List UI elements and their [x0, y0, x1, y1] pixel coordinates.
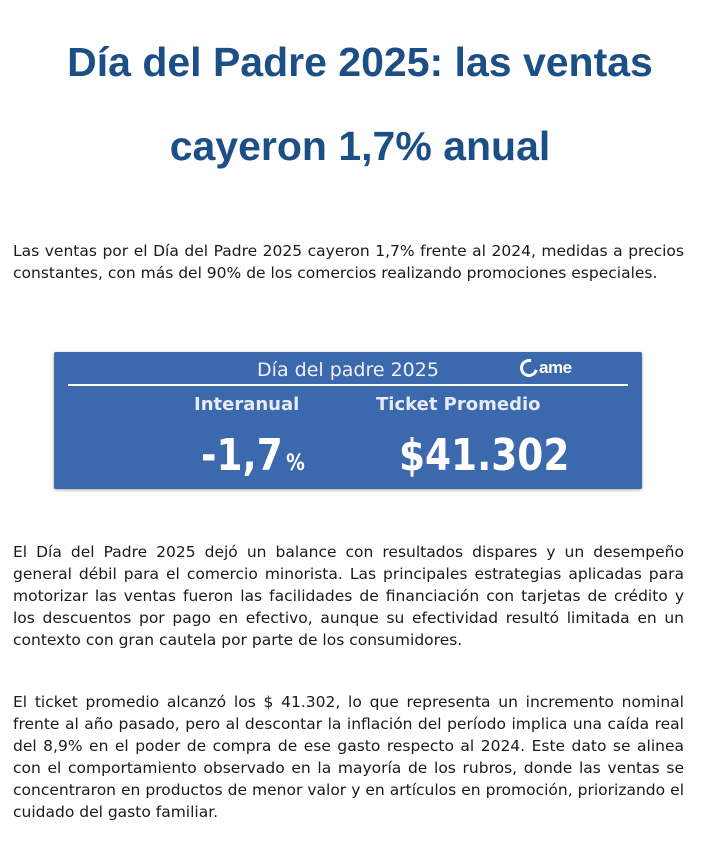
banner-title: Día del padre 2025: [257, 359, 439, 381]
ticket-paragraph: El ticket promedio alcanzó los $ 41.302, lo que representa un incremento nominal frente al año pasado, pero al descontar la inflación del período implica una caída real del 8,9% en el poder de compra de ese gasto respecto al 2024. Este dato se alinea con el comportamiento observado en la mayoría de los rubros, donde las ventas se concentraron en productos de menor valor y en artículos en promoción, priorizando el cuidado del gasto familiar.: [13, 693, 684, 821]
interanual-label: Interanual: [194, 394, 300, 415]
intro-paragraph: Las ventas por el Día del Padre 2025 cayeron 1,7% frente al 2024, medidas a precios constantes, con más del 90% de los comercios realizando promociones especiales.: [13, 242, 684, 282]
came-logo-text: ame: [539, 358, 572, 377]
banner-divider: [68, 384, 628, 386]
came-logo: [520, 358, 572, 378]
interanual-value: [201, 430, 305, 489]
interanual-number: -1,7: [201, 430, 283, 481]
balance-paragraph: El Día del Padre 2025 dejó un balance con resultados dispares y un desempeño general débil para el comercio minorista. Las principales estrategias aplicadas para motorizar las ventas fueron las facilidades de financiación con tarjetas de crédito y los descuentos por pago en efectivo, aunque su efectividad resultó limitada en un contexto con gran cautela por parte de los consumidores.: [13, 543, 684, 649]
stats-banner: [54, 352, 642, 489]
ticket-promedio-label: Ticket Promedio: [376, 394, 541, 415]
came-logo-icon: [517, 356, 542, 381]
page-title: Día del Padre 2025: las ventas cayeron 1,7% anual: [67, 39, 653, 169]
interanual-unit: %: [286, 451, 305, 476]
ticket-promedio-value: $41.302: [399, 430, 570, 481]
